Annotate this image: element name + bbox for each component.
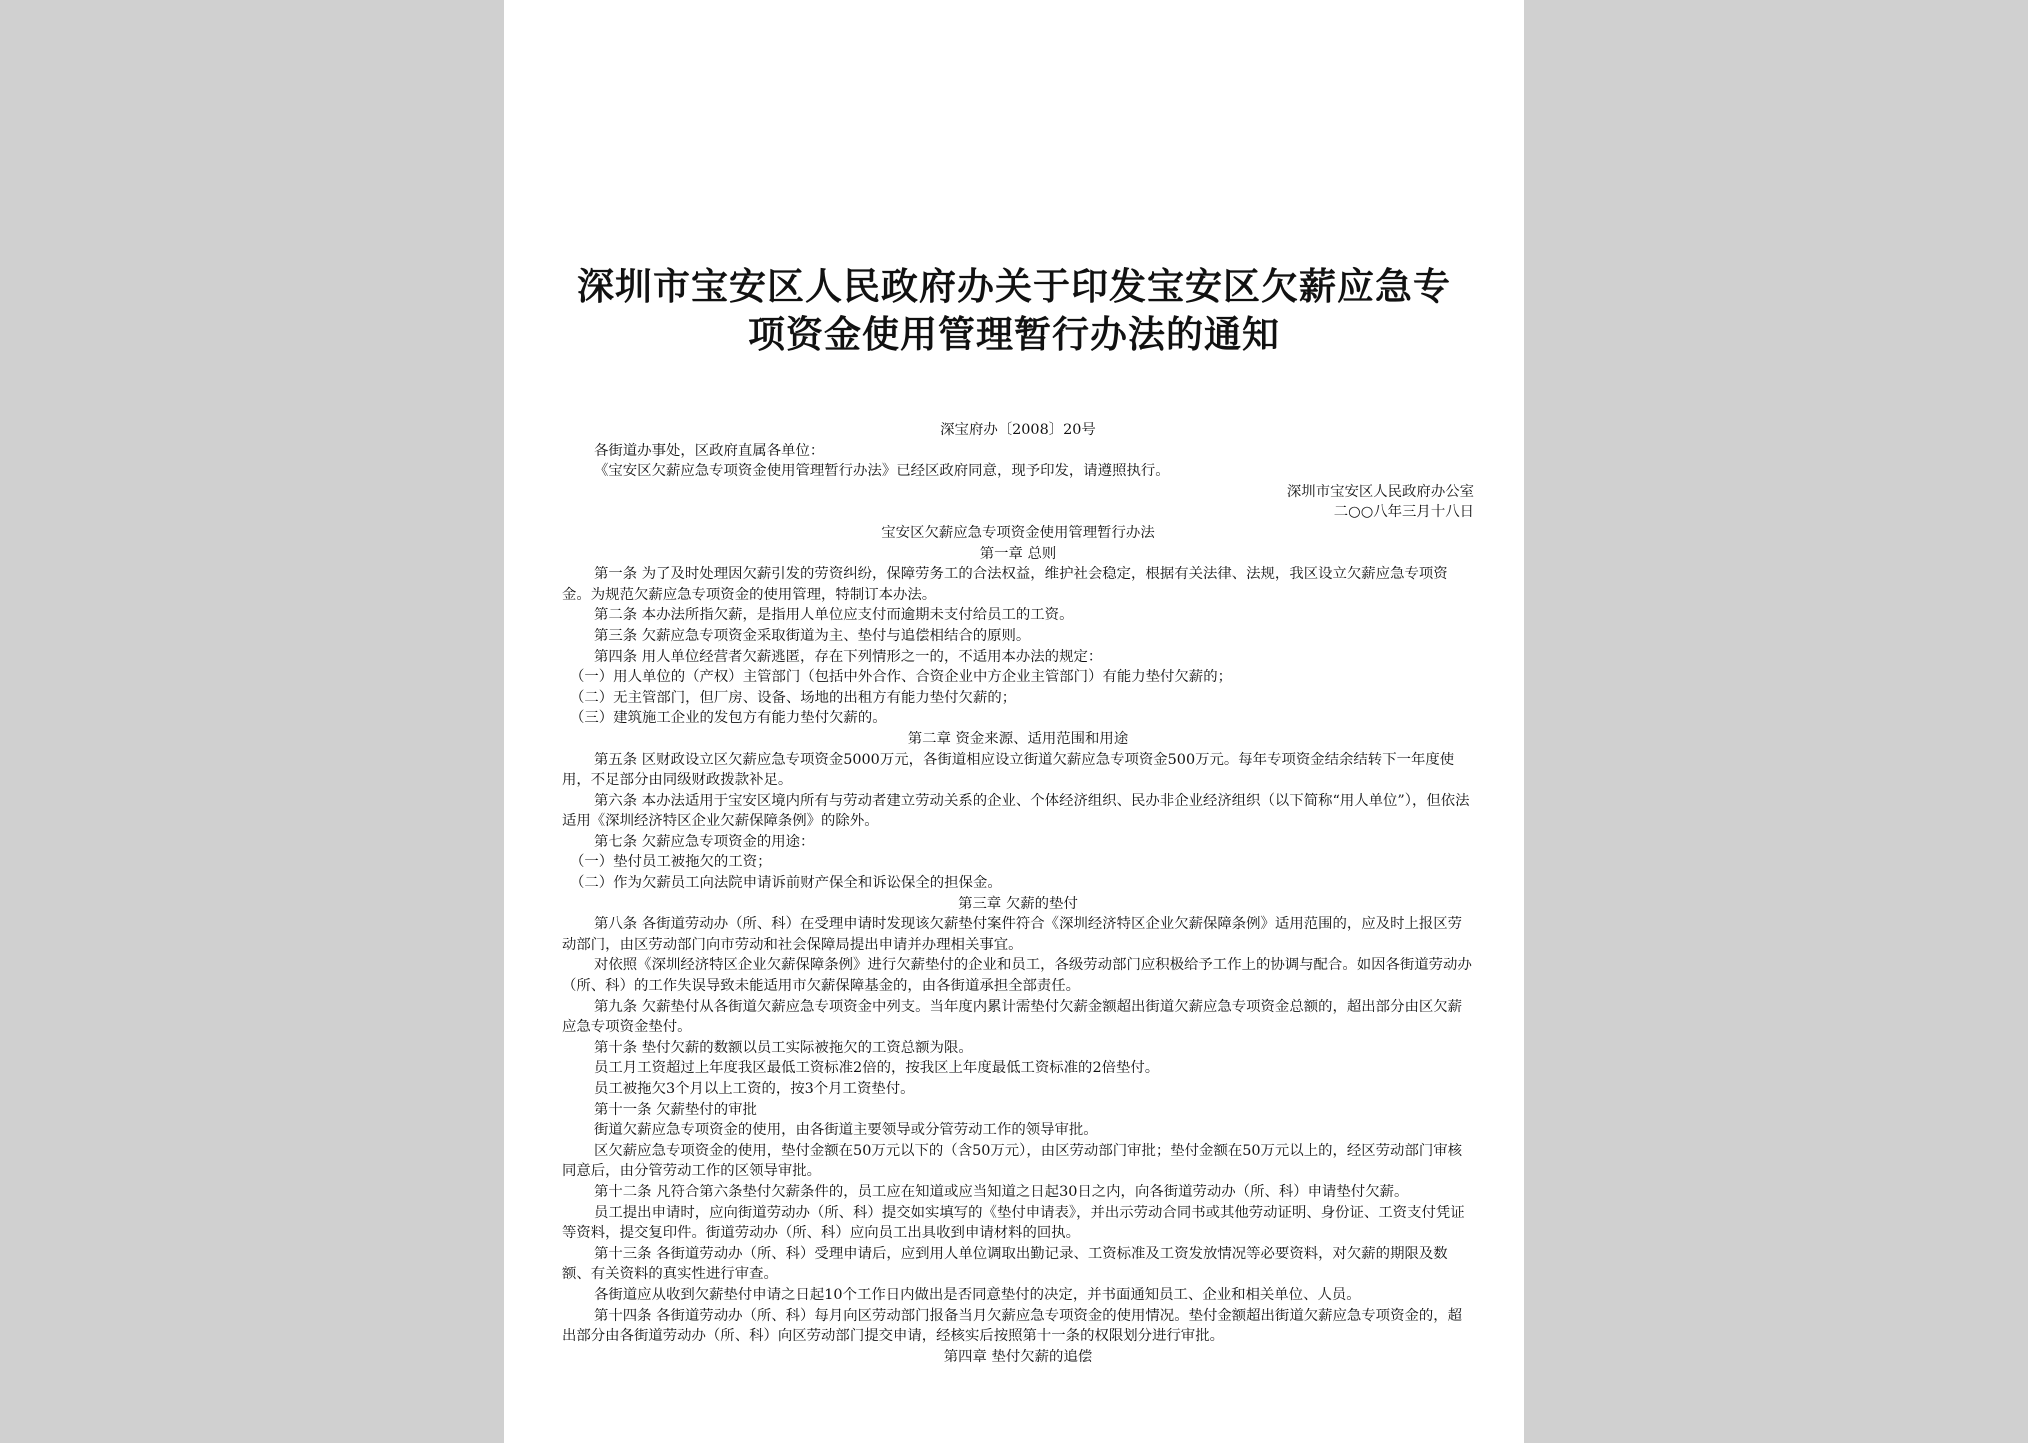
- chapter-heading: 第四章 垫付欠薪的追偿: [943, 1348, 1093, 1365]
- article-item: （一）垫付员工被拖欠的工资；: [570, 854, 772, 871]
- article: 第一条 为了及时处理因欠薪引发的劳资纠纷，保障劳务工的合法权益，维护社会稳定，根据有关法律、法规，我区设立欠薪应急专项资金。为规范欠薪应急专项资金的使用管理，特制订本办法。: [562, 566, 1448, 603]
- article: 第十条 垫付欠薪的数额以员工实际被拖欠的工资总额为限。: [594, 1039, 973, 1056]
- intro-paragraph: 《宝安区欠薪应急专项资金使用管理暂行办法》已经区政府同意，现予印发，请遵照执行。: [594, 463, 1170, 480]
- article: 第十一条 欠薪垫付的审批: [594, 1101, 757, 1118]
- chapter-heading: 第一章 总则: [979, 545, 1057, 562]
- article: 第三条 欠薪应急专项资金采取街道为主、垫付与追偿相结合的原则。: [594, 627, 1031, 644]
- chapter-heading: 第二章 资金来源、适用范围和用途: [907, 730, 1129, 747]
- article: 第七条 欠薪应急专项资金的用途：: [594, 833, 815, 850]
- issue-date: 二○○八年三月十八日: [1333, 504, 1474, 521]
- chapter-heading: 第三章 欠薪的垫付: [958, 895, 1078, 912]
- document-page: [504, 0, 1524, 1443]
- article: 第六条 本办法适用于宝安区境内所有与劳动者建立劳动关系的企业、个体经济组织、民办非企业经济组织（以下简称“用人单位”），但依法适用《深圳经济特区企业欠薪保障条例》的除外。: [562, 792, 1470, 830]
- article-item: （二）作为欠薪员工向法院申请诉前财产保全和诉讼保全的担保金。: [570, 875, 1002, 892]
- document-body: [562, 420, 1474, 1367]
- article-paragraph: 街道欠薪应急专项资金的使用，由各街道主要领导或分管劳动工作的领导审批。: [594, 1122, 1098, 1139]
- article: 第十四条 各街道劳动办（所、科）每月向区劳动部门报备当月欠薪应急专项资金的使用情况。垫付金额超出街道欠薪应急专项资金的，超出部分由各街道劳动办（所、科）向区劳动部门提交申请，经核实后按照第十一条的权限划分进行审批。: [562, 1307, 1463, 1345]
- title-line-2: 项资金使用管理暂行办法的通知: [748, 312, 1280, 356]
- article: 第十二条 凡符合第六条垫付欠薪条件的，员工应在知道或应当知道之日起30日之内，向各街道劳动办（所、科）申请垫付欠薪。: [594, 1183, 1409, 1200]
- article-item: （二）无主管部门，但厂房、设备、场地的出租方有能力垫付欠薪的；: [570, 689, 1017, 706]
- document-title: [504, 262, 1524, 358]
- doc-number: 深宝府办〔2008〕20号: [940, 422, 1096, 438]
- salutation: 各街道办事处，区政府直属各单位：: [594, 442, 825, 459]
- article-paragraph: 各街道应从收到欠薪垫付申请之日起10个工作日内做出是否同意垫付的决定，并书面通知员工、企业和相关单位、人员。: [594, 1286, 1361, 1303]
- article: 第二条 本办法所指欠薪，是指用人单位应支付而逾期未支付给员工的工资。: [594, 607, 1074, 624]
- regulation-title: 宝安区欠薪应急专项资金使用管理暂行办法: [881, 524, 1155, 541]
- article-item: （一）用人单位的（产权）主管部门（包括中外合作、合资企业中方企业主管部门）有能力垫付欠薪的；: [570, 669, 1232, 686]
- article-paragraph: 员工被拖欠3个月以上工资的，按3个月工资垫付。: [594, 1081, 915, 1097]
- article-item: （三）建筑施工企业的发包方有能力垫付欠薪的。: [570, 710, 887, 727]
- article: 第十三条 各街道劳动办（所、科）受理申请后，应到用人单位调取出勤记录、工资标准及工资发放情况等必要资料，对欠薪的期限及数额、有关资料的真实性进行审查。: [562, 1245, 1448, 1283]
- article-paragraph: 对依照《深圳经济特区企业欠薪保障条例》进行欠薪垫付的企业和员工，各级劳动部门应积极给予工作上的协调与配合。如因各街道劳动办（所、科）的工作失误导致未能适用市欠薪保障基金的，由各街道承担全部责任。: [562, 957, 1472, 995]
- article: 第八条 各街道劳动办（所、科）在受理申请时发现该欠薪垫付案件符合《深圳经济特区企业欠薪保障条例》适用范围的，应及时上报区劳动部门，由区劳动部门向市劳动和社会保障局提出申请并办理相关事宜。: [562, 916, 1463, 953]
- article: 第五条 区财政设立区欠薪应急专项资金5000万元，各街道相应设立街道欠薪应急专项资金500万元。每年专项资金结余结转下一年度使用，不足部分由同级财政拨款补足。: [562, 751, 1455, 789]
- article: 第四条 用人单位经营者欠薪逃匿，存在下列情形之一的，不适用本办法的规定：: [594, 648, 1103, 665]
- article-paragraph: 区欠薪应急专项资金的使用，垫付金额在50万元以下的（含50万元），由区劳动部门审批；垫付金额在50万元以上的，经区劳动部门审核同意后，由分管劳动工作的区领导审批。: [562, 1142, 1463, 1180]
- issuer: 深圳市宝安区人民政府办公室: [1286, 483, 1474, 500]
- article-paragraph: 员工提出申请时，应向街道劳动办（所、科）提交如实填写的《垫付申请表》，并出示劳动合同书或其他劳动证明、身份证、工资支付凭证等资料，提交复印件。街道劳动办（所、科）应向员工出具收到申请材料的回执。: [562, 1204, 1465, 1242]
- title-line-1: 深圳市宝安区人民政府办关于印发宝安区欠薪应急专: [577, 264, 1451, 308]
- article: 第九条 欠薪垫付从各街道欠薪应急专项资金中列支。当年度内累计需垫付欠薪金额超出街道欠薪应急专项资金总额的，超出部分由区欠薪应急专项资金垫付。: [562, 998, 1463, 1036]
- article-paragraph: 员工月工资超过上年度我区最低工资标准2倍的，按我区上年度最低工资标准的2倍垫付。: [594, 1060, 1160, 1077]
